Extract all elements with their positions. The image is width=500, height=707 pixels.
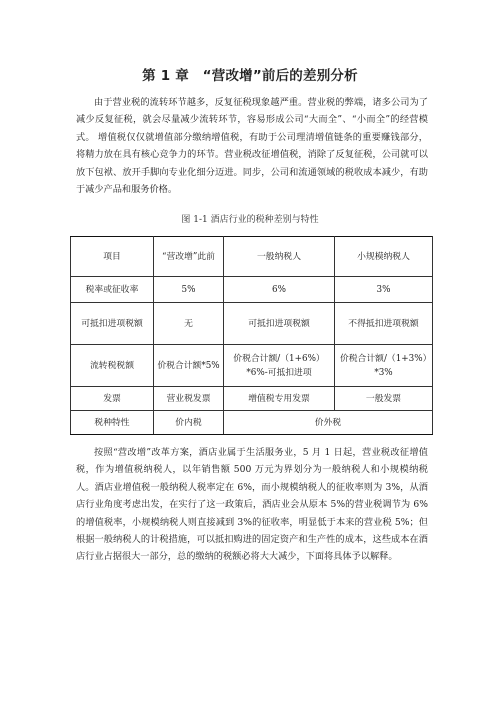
cell-before: 价税合计额*5%	[154, 345, 224, 387]
analysis-paragraph: 按照“营改增”改革方案，酒店业属于生活服务业，5 月 1 日起，营业税改征增值税，作为增值税纳税人，以年销售额 500 万元为界划分为一般纳税人和小规模纳税人。酒店业增值税一般纳税人税率定在 6%，而小规模纳税人的征收率则为 3%，从酒店行业角度考虑出发，在实行了这一政策后，酒店业会从原本 5%的营业税调节为 6%的增值税率，小规模纳税人则直接减到 3%的征收率，明显低于本来的营业税 5%；但根据一般纳税人的计税措施，可以抵扣购进的固定资产和生产性的成本，这些成本在酒店行业占据很大一部分，总的缴纳的税额必将大大减少，下面将具体予以解释。	[76, 447, 428, 563]
cell-general: 可抵扣进项税额	[224, 303, 335, 345]
header-item: 项目	[71, 237, 154, 277]
cell-small: 价税合计额/（1+3%）*3%	[335, 345, 433, 387]
cell-small: 3%	[335, 277, 433, 303]
cell-before: 营业税发票	[154, 387, 224, 411]
cell-general: 价税合计额/（1+6%）*6%-可抵扣进项	[224, 345, 335, 387]
cell-general: 增值税专用发票	[224, 387, 335, 411]
row-label: 税率或征收率	[71, 277, 154, 303]
cell-small: 不得抵扣进项税额	[335, 303, 433, 345]
table-row	[71, 277, 433, 303]
header-small: 小规模纳税人	[335, 237, 433, 277]
cell-before: 5%	[154, 277, 224, 303]
header-before: “营改增”此前	[154, 237, 224, 277]
row-label: 发票	[71, 387, 154, 411]
cell-small: 一般发票	[335, 387, 433, 411]
cell-after: 价外税	[224, 411, 433, 435]
table-row	[71, 411, 433, 435]
table-row	[71, 303, 433, 345]
tax-comparison-table	[70, 236, 433, 435]
intro-paragraph: 由于营业税的流转环节越多，反复征税现象越严重。营业税的弊端，诸多公司为了减少反复征税，就会尽量减少流转环节，容易形成公司“大而全”、“小而全”的经营模式。 增值税仅仅就增值部分缴纳增值税，有助于公司理清增值链条的重要赚钱部分，将精力放在具有核心竞争力的环节。营业税改征增值税，消除了反复征税，公司就可以放下包袱、放开手脚向专业化细分迈进。同步，公司和流通领域的税收成本减少，有助于减少产品和服务价格。	[76, 97, 428, 196]
cell-before: 无	[154, 303, 224, 345]
table-row	[71, 345, 433, 387]
table-row	[71, 387, 433, 411]
header-general: 一般纳税人	[224, 237, 335, 277]
row-label: 税种特性	[71, 411, 154, 435]
table-header-row	[71, 237, 433, 277]
cell-before: 价内税	[154, 411, 224, 435]
row-label: 可抵扣进项税额	[71, 303, 154, 345]
table-caption: 图 1-1 酒店行业的税种差别与特性	[181, 215, 319, 225]
chapter-title: 第 1 章 “营改增”前后的差别分析	[142, 68, 358, 84]
cell-general: 6%	[224, 277, 335, 303]
row-label: 流转税税额	[71, 345, 154, 387]
